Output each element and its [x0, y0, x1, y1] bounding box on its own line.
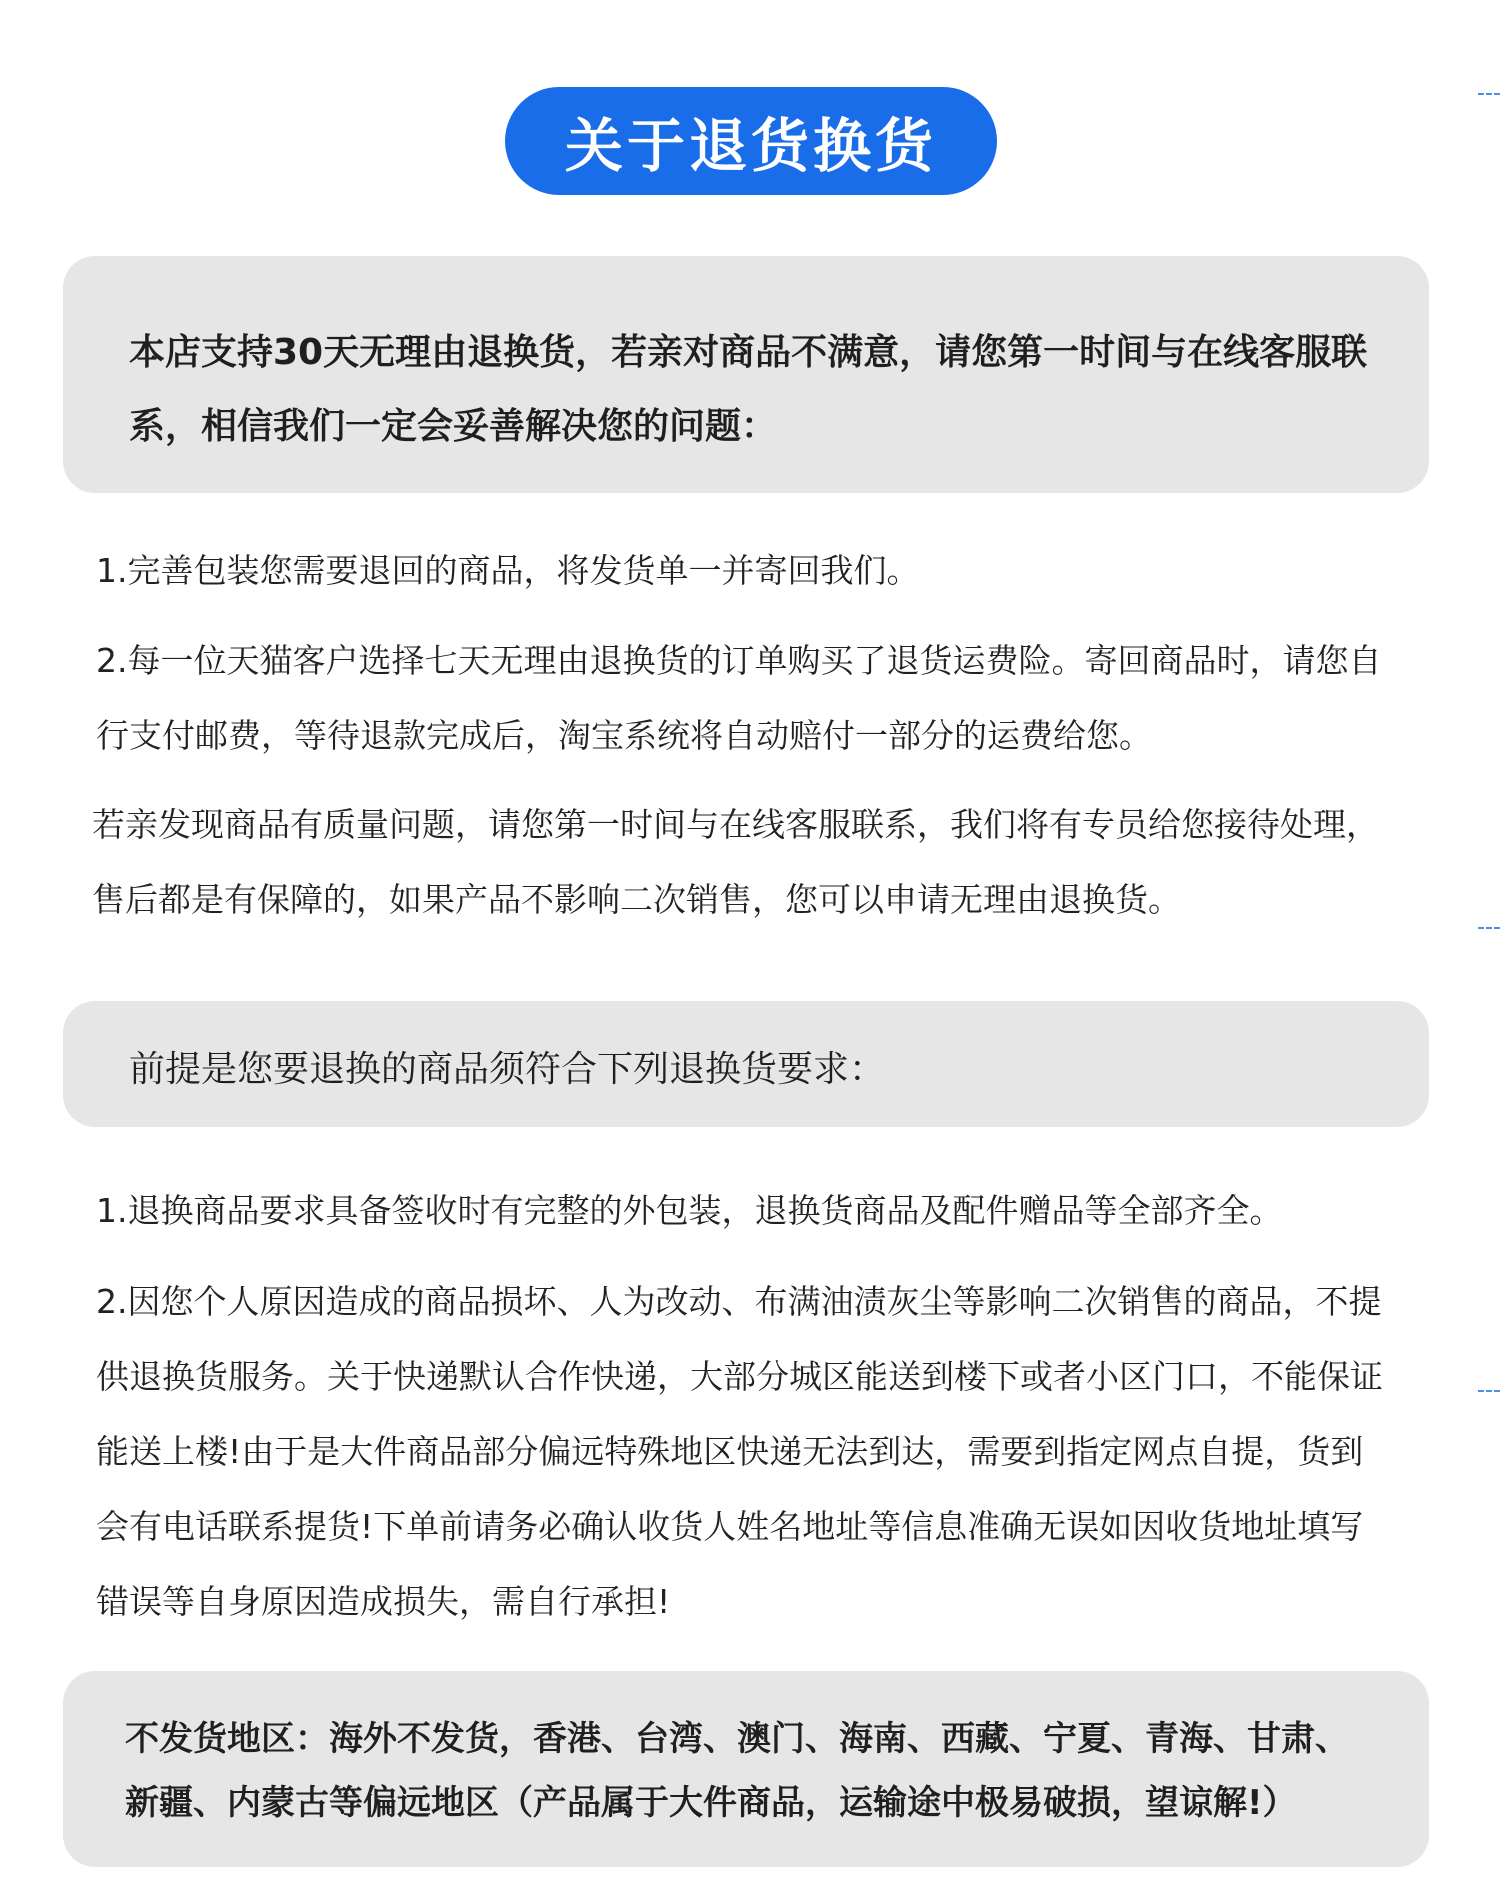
quality-note: 若亲发现商品有质量问题，请您第一时间与在线客服联系，我们将有专员给您接待处理，售后都是有保障的，如果产品不影响二次销售，您可以申请无理由退换货。	[92, 805, 1379, 919]
requirement-1: 1.退换商品要求具备签收时有完整的外包装，退换货商品及配件赠品等全部齐全。	[96, 1191, 1283, 1230]
page-title-text: 关于退货换货	[564, 112, 937, 180]
intro-box	[63, 256, 1429, 493]
requirement-2: 2.因您个人原因造成的商品损坏、人为改动、布满油渍灰尘等影响二次销售的商品，不提供退换货服务。关于快递默认合作快递，大部分城区能送到楼下或者小区门口，不能保证能送上楼!由于是大件商品部分偏远特殊地区快递无法到达，需要到指定网点自提，货到会有电话联系提货!下单前请务必确认收货人姓名地址等信息准确无误如因收货地址填写错误等自身原因造成损失，需自行承担!	[96, 1282, 1383, 1621]
requirements-box	[63, 1001, 1429, 1127]
no-ship-text: 不发货地区：海外不发货，香港、台湾、澳门、海南、西藏、宁夏、青海、甘肃、新疆、内蒙古等偏远地区（产品属于大件商品，运输途中极易破损，望谅解!）	[125, 1719, 1349, 1823]
requirements-heading: 前提是您要退换的商品须符合下列退换货要求：	[129, 1049, 886, 1090]
no-ship-box	[63, 1671, 1429, 1867]
return-step-1: 1.完善包装您需要退回的商品，将发货单一并寄回我们。	[96, 551, 920, 590]
return-step-2: 2.每一位天猫客户选择七天无理由退换货的订单购买了退货运费险。寄回商品时，请您自行支付邮费，等待退款完成后，淘宝系统将自动赔付一部分的运费给您。	[96, 641, 1382, 755]
decorative-dash	[1478, 93, 1500, 95]
decorative-dash	[1478, 1390, 1500, 1392]
intro-text: 本店支持30天无理由退换货，若亲对商品不满意，请您第一时间与在线客服联系，相信我们一定会妥善解决您的问题：	[129, 332, 1368, 447]
decorative-dash	[1478, 927, 1500, 929]
page-title	[505, 87, 997, 195]
